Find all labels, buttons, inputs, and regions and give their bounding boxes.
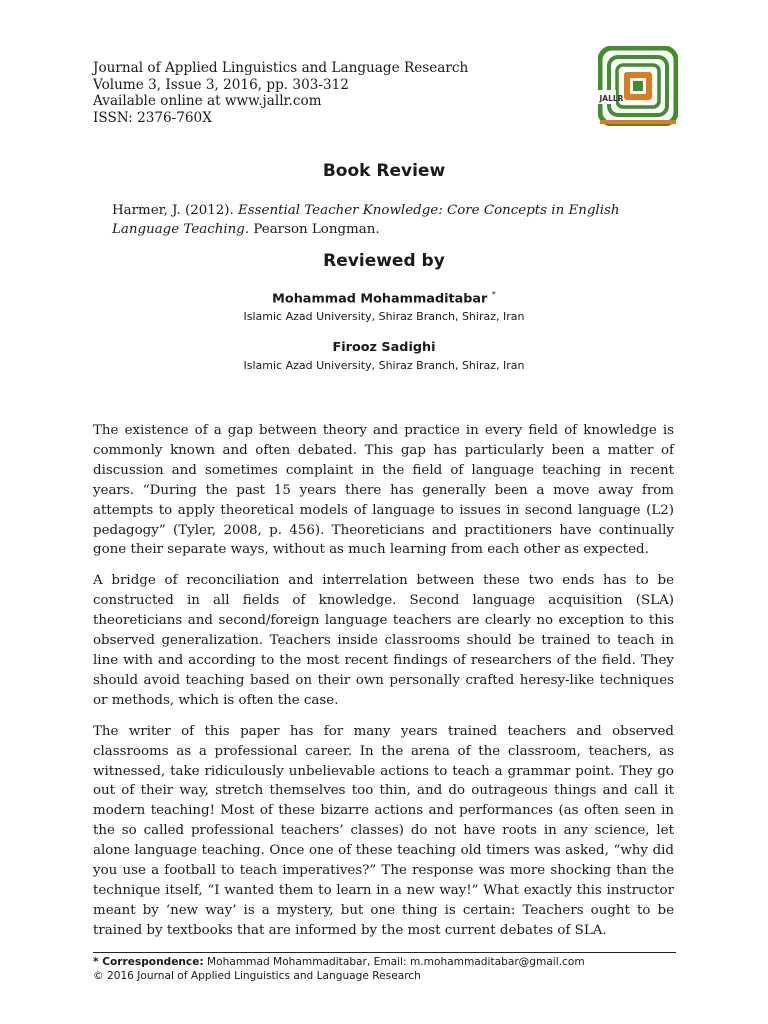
paragraph-1: The existence of a gap between theory and practice in every field of knowledge is commonly known and often debated. This gap has particularly been a matter of discussion and sometimes complaint in the field of language teaching in recent years. “During the past 15 years there has generally been a move away from attempts to apply theoretical models of language to issues in second language (L2) pedagogy” (Tyler, 2008, p. 456). Theoreticians and practitioners have continually gone their separate ways, without as much learning from each other as expected. (93, 423, 674, 558)
book-review-heading: Book Review (322, 161, 446, 181)
logo-text: JALLR (599, 94, 624, 103)
book-citation (112, 201, 672, 239)
citation-authors: Harmer, J. (2012). (112, 203, 239, 218)
journal-issn: ISSN: 2376-760X (93, 109, 212, 126)
jallr-logo-icon (598, 46, 678, 126)
author-2-affiliation: Islamic Azad University, Shiraz Branch, Shiraz, Iran (243, 359, 525, 372)
paragraph-2: A bridge of reconciliation and interrelation between these two ends has to be constructed in all fields of knowledge. Second language acquisition (SLA) theoreticians and second/foreign language teachers are clearly no exception to this observed generalization. Teachers inside classrooms should be trained to teach in line with and according to the most recent findings of researchers of the field. They should avoid teaching based on their own personally crafted heresy-like techniques or methods, which is often the case. (93, 573, 674, 708)
correspondence-label: * Correspondence: (93, 956, 204, 968)
footer-divider (93, 952, 676, 953)
journal-website: Available online at www.jallr.com (93, 93, 322, 109)
author-1-affiliation: Islamic Azad University, Shiraz Branch, Shiraz, Iran (243, 310, 525, 324)
correspondence-line (93, 956, 693, 970)
journal-volume: Volume 3, Issue 3, 2016, pp. 303-312 (93, 76, 349, 93)
reviewed-by-heading: Reviewed by (323, 251, 445, 271)
article-body (93, 421, 674, 952)
author-1-name: Mohammad Mohammaditabar * (272, 290, 496, 307)
author-1 (0, 290, 768, 323)
citation-publisher: . Pearson Longman. (244, 222, 380, 237)
citation-title: Essential Teacher Knowledge: Core Concepts in English Language Teaching (112, 203, 620, 237)
copyright-line: © 2016 Journal of Applied Linguistics and Language Research (93, 969, 421, 982)
author-2 (0, 340, 768, 372)
footnote (93, 956, 693, 983)
author-2-name: Firooz Sadighi (332, 340, 436, 355)
correspondence-text: Mohammad Mohammaditabar, Email: m.mohammaditabar@gmail.com (203, 956, 585, 968)
journal-name: Journal of Applied Linguistics and Language Research (93, 60, 469, 76)
paragraph-3: The writer of this paper has for many years trained teachers and observed classrooms as a professional career. In the arena of the classroom, teachers, as witnessed, take ridiculously unbelievable actions to teach a grammar point. They go out of their way, stretch themselves too thin, and do outrageous things and call it modern teaching! Most of these bizarre actions and performances (as often seen in the so called professional teachers’ classes) do not have roots in any science, let alone language teaching. Once one of these teaching old timers was asked, “why did you use a football to teach imperatives?” The response was more shocking than the technique itself, “I wanted them to learn in a new way!” What exactly this instructor meant by ‘new way’ is a mystery, but one thing is certain: Teachers ought to be trained by textbooks that are informed by the most current debates of SLA. (93, 723, 674, 938)
corresponding-mark: * (491, 290, 496, 299)
journal-header (93, 60, 468, 126)
